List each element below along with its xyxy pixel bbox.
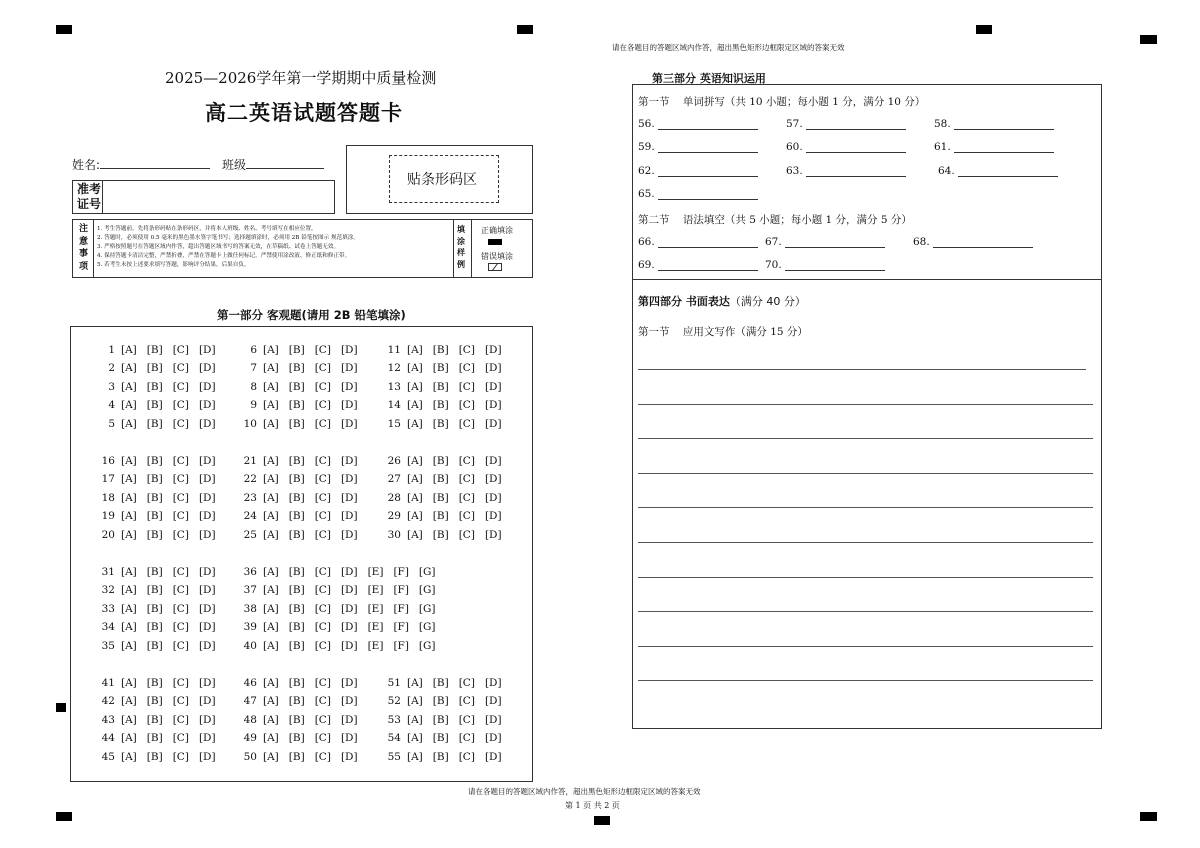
question-row [93,418,216,430]
name-label: 姓名: [72,158,101,172]
question-row [235,418,358,430]
question-number: 27 [387,473,401,486]
blank-number: 61. [934,141,951,153]
answer-options[interactable]: [A] [B] [C] [D] [407,380,502,393]
question-number: 35 [101,639,115,652]
answer-options[interactable]: [A] [B] [C] [D] [263,491,358,504]
notes-label-char: 注 [79,224,89,234]
question-number: 50 [243,750,257,763]
question-number: 15 [387,417,401,430]
answer-options[interactable]: [A] [B] [C] [D] [407,677,502,689]
blank-item [786,141,906,153]
blank-number: 56. [638,118,655,130]
blank-number: 63. [786,165,803,177]
question-row [379,455,502,467]
card-title: 高二英语试题答题卡 [205,100,403,125]
blank-item [913,236,1033,248]
answer-options[interactable]: [A] [B] [C] [D] [121,528,216,541]
answer-options[interactable]: [A] [B] [C] [D] [407,473,502,486]
question-row [379,399,502,411]
answer-options[interactable]: [A] [B] [C] [D] [121,417,216,430]
blank-item [638,141,758,153]
question-number: 51 [387,677,401,689]
blank-line[interactable] [658,141,758,153]
answer-options[interactable]: [A] [B] [C] [D] [121,455,216,467]
question-number: 55 [387,750,401,763]
question-number: 39 [243,621,257,634]
correct-fill-label: 正确填涂 [481,226,513,235]
answer-options[interactable]: [A] [B] [C] [D] [263,732,358,745]
question-row [235,714,358,726]
answer-options[interactable]: [A] [B] [C] [D] [407,510,502,523]
question-number: 11 [387,344,401,356]
question-row [235,695,358,707]
question-row [235,603,436,615]
answer-options[interactable]: [A] [B] [C] [D] [263,455,358,467]
question-number: 14 [387,399,401,412]
answer-options[interactable]: [A] [B] [C] [D] [121,750,216,763]
class-field[interactable] [246,168,324,169]
question-row [93,381,216,393]
notes-label-char: 项 [79,261,89,272]
question-number: 17 [101,473,115,486]
question-row [379,510,502,522]
blank-item [786,165,906,177]
sample-label-char: 涂 [457,236,465,246]
question-row [379,492,502,504]
question-number: 46 [243,677,257,689]
blank-number: 64. [938,165,955,177]
answer-options[interactable]: [A] [B] [C] [D] [121,584,216,597]
answer-options[interactable]: [A] [B] [C] [D] [121,732,216,745]
question-row [379,677,502,689]
question-row [93,714,216,726]
blank-number: 66. [638,236,655,248]
timing-mark [594,816,610,825]
part4-answer-area [632,279,1102,729]
writing-line[interactable] [638,404,1093,405]
blank-number: 59. [638,141,655,153]
answer-options[interactable]: [A] [B] [C] [D] [E] [F] [G] [263,602,436,615]
question-row [235,751,358,763]
question-number: 41 [101,677,115,689]
blank-number: 60. [786,141,803,153]
section2-title: 第二节 语法填空（共 5 小题；每小题 1 分，满分 5 分） [638,214,912,226]
question-number: 29 [387,510,401,523]
timing-mark [1140,812,1157,821]
question-number: 3 [108,380,115,393]
blank-number: 67. [765,236,782,248]
question-number: 4 [108,399,115,412]
question-number: 5 [108,417,115,430]
answer-options[interactable]: [A] [B] [C] [D] [121,473,216,486]
writing-line[interactable] [638,646,1093,647]
part4-title-score: （满分 40 分） [729,295,806,308]
blank-number: 57. [786,118,803,130]
blank-line[interactable] [658,236,758,248]
question-row [379,695,502,707]
question-number: 40 [243,639,257,652]
timing-mark [517,25,533,34]
page-number: 第 1 页 共 2 页 [565,801,620,810]
answer-options[interactable]: [A] [B] [C] [D] [263,528,358,541]
blank-line[interactable] [954,141,1054,153]
answer-options[interactable]: [A] [B] [C] [D] [121,399,216,412]
question-row [93,344,216,356]
blank-item [765,259,885,271]
question-row [235,621,436,633]
blank-number: 58. [934,118,951,130]
question-row [379,362,502,374]
question-number: 30 [387,528,401,541]
blank-item [638,236,758,248]
question-number: 19 [101,510,115,523]
blank-item [638,118,758,130]
question-row [93,510,216,522]
question-number: 36 [243,566,257,578]
blank-line[interactable] [785,236,885,248]
wrong-fill-label: 错误填涂 [481,252,513,261]
answer-options[interactable]: [A] [B] [C] [D] [121,510,216,523]
blank-item [786,118,906,130]
answer-options[interactable]: [A] [B] [C] [D] [263,510,358,523]
answer-options[interactable]: [A] [B] [C] [D] [263,677,358,689]
question-row [235,399,358,411]
timing-mark [1140,35,1157,44]
question-row [235,677,358,689]
question-row [93,677,216,689]
answer-options[interactable]: [A] [B] [C] [D] [E] [F] [G] [263,566,436,578]
question-row [379,529,502,541]
blank-number: 68. [913,236,930,248]
blank-line[interactable] [933,236,1033,248]
blank-item [934,141,1054,153]
question-number: 42 [101,695,115,708]
answer-options[interactable]: [A] [B] [C] [D] [121,566,216,578]
question-row [235,584,436,596]
answer-options[interactable]: [A] [B] [C] [D] [263,344,358,356]
question-row [93,695,216,707]
exam-title: 2025—2026学年第一学期期中质量检测 [165,69,437,87]
admission-label-line2: 证号 [77,197,102,211]
question-number: 52 [387,695,401,708]
class-label: 班级 [222,158,247,172]
question-number: 48 [243,713,257,726]
writing-line[interactable] [638,507,1093,508]
sample-label-char: 填 [457,225,465,234]
part3-title: 第三部分 英语知识运用 [652,72,766,85]
answer-options[interactable]: [A] [B] [C] [D] [121,602,216,615]
blank-item [638,188,758,200]
question-number: 28 [387,491,401,504]
answer-options[interactable]: [A] [B] [C] [D] [121,362,216,375]
answer-options[interactable]: [A] [B] [C] [D] [263,713,358,726]
section1-title: 第一节 单词拼写（共 10 小题；每小题 1 分，满分 10 分） [638,96,926,108]
timing-mark [56,703,66,712]
timing-mark [56,812,72,821]
question-number: 47 [243,695,257,708]
answer-options[interactable]: [A] [B] [C] [D] [407,399,502,412]
question-row [379,732,502,744]
sample-label-char: 样 [457,248,465,257]
question-row [379,714,502,726]
blank-item [934,118,1054,130]
sample-label [457,224,465,270]
question-row [379,344,502,356]
question-number: 43 [101,713,115,726]
part1-answer-area [70,326,533,782]
answer-options[interactable]: [A] [B] [C] [D] [263,380,358,393]
question-number: 24 [243,510,257,523]
question-number: 10 [243,417,257,430]
question-row [235,732,358,744]
question-number: 33 [101,602,115,615]
blank-line[interactable] [958,165,1058,177]
divider [453,220,454,277]
note-item: 2. 答题时，必须使用 0.5 毫米的黑色墨水签字笔书写；选择题填涂时，必须用 2B 铅笔按图示 规范填涂。 [97,235,359,241]
answer-options[interactable]: [A] [B] [C] [D] [407,417,502,430]
writing-line[interactable] [638,611,1093,612]
question-row [93,455,216,467]
note-item: 4. 保持答题卡清洁完整，严禁折叠，严禁在答题卡上做任何标记，严禁使用涂改液、修正纸和修正带。 [97,253,351,259]
writing-line[interactable] [638,680,1093,681]
blank-item [638,259,758,271]
blank-line[interactable] [806,118,906,130]
answer-options[interactable]: [A] [B] [C] [D] [407,713,502,726]
notes-label-char: 意 [79,236,89,247]
answer-options[interactable]: [A] [B] [C] [D] [E] [F] [G] [263,639,436,652]
admission-label-line1: 准考 [77,182,102,196]
question-row [93,621,216,633]
answer-options[interactable]: [A] [B] [C] [D] [407,491,502,504]
blank-line[interactable] [806,165,906,177]
barcode-label: 贴条形码区 [407,172,477,188]
admission-label [77,182,101,212]
question-row [235,455,358,467]
answer-options[interactable]: [A] [B] [C] [D] [263,362,358,375]
question-row [235,381,358,393]
question-row [235,566,436,578]
answer-options[interactable]: [A] [B] [C] [D] [407,695,502,708]
question-number: 2 [108,362,115,375]
question-number: 20 [101,528,115,541]
timing-mark [56,25,72,34]
notes-label [79,223,88,273]
question-row [379,473,502,485]
name-field[interactable] [100,168,210,169]
answer-options[interactable]: [A] [B] [C] [D] [121,491,216,504]
answer-options[interactable]: [A] [B] [C] [D] [121,713,216,726]
question-row [93,399,216,411]
question-row [93,362,216,374]
blank-line[interactable] [658,259,758,271]
question-number: 23 [243,491,257,504]
blank-number: 69. [638,259,655,271]
blank-line[interactable] [658,118,758,130]
correct-fill-sample [488,239,502,245]
divider [93,220,94,277]
answer-options[interactable]: [A] [B] [C] [D] [121,344,216,356]
answer-options[interactable]: [A] [B] [C] [D] [407,750,502,763]
answer-options[interactable]: [A] [B] [C] [D] [121,380,216,393]
question-number: 16 [101,455,115,467]
blank-item [938,165,1058,177]
question-row [93,584,216,596]
answer-options[interactable]: [A] [B] [C] [D] [263,750,358,763]
question-row [379,751,502,763]
blank-line[interactable] [785,259,885,271]
writing-line[interactable] [638,438,1093,439]
answer-options[interactable]: [A] [B] [C] [D] [263,399,358,412]
part4-title-main: 第四部分 书面表达 [638,295,730,308]
question-row [235,344,358,356]
question-row [93,566,216,578]
question-number: 18 [101,491,115,504]
blank-item [765,236,885,248]
question-row [93,640,216,652]
answer-options[interactable]: [A] [B] [C] [D] [121,639,216,652]
question-row [235,473,358,485]
question-row [93,603,216,615]
bottom-notice: 请在各题目的答题区域内作答，超出黑色矩形边框限定区域的答案无效 [468,787,701,796]
question-number: 7 [250,362,257,375]
question-row [93,529,216,541]
question-number: 12 [387,362,401,375]
question-number: 32 [101,584,115,597]
question-number: 31 [101,566,115,578]
question-row [235,362,358,374]
question-row [235,529,358,541]
question-number: 13 [387,380,401,393]
part3-answer-area [632,84,1102,280]
question-row [379,418,502,430]
wrong-fill-sample [488,263,502,271]
question-row [93,732,216,744]
answer-options[interactable]: [A] [B] [C] [D] [E] [F] [G] [263,584,436,597]
barcode-area [346,145,533,214]
blank-item [638,165,758,177]
answer-options[interactable]: [A] [B] [C] [D] [121,677,216,689]
question-number: 45 [101,750,115,763]
blank-line[interactable] [806,141,906,153]
writing-line[interactable] [638,473,1093,474]
question-number: 21 [243,455,257,467]
notes-label-char: 事 [79,249,89,259]
part4-title [638,293,806,309]
question-number: 22 [243,473,257,486]
writing-line[interactable] [638,369,1086,370]
timing-mark [976,25,992,34]
answer-options[interactable]: [A] [B] [C] [D] [407,455,502,467]
question-number: 38 [243,602,257,615]
answer-options[interactable]: [A] [B] [C] [D] [407,528,502,541]
question-number: 44 [101,732,115,745]
answer-options[interactable]: [A] [B] [C] [D] [E] [F] [G] [263,621,436,634]
divider [471,220,472,277]
answer-options[interactable]: [A] [B] [C] [D] [121,695,216,708]
question-number: 54 [387,732,401,745]
notes-box [72,219,533,278]
blank-number: 65. [638,188,655,200]
answer-options[interactable]: [A] [B] [C] [D] [407,732,502,745]
writing-section-title: 第一节 应用文写作（满分 15 分） [638,326,808,338]
question-number: 9 [250,399,257,412]
answer-options[interactable]: [A] [B] [C] [D] [407,362,502,375]
question-number: 26 [387,455,401,467]
question-number: 8 [250,380,257,393]
note-item: 3. 严格按照题号在答题区域内作答，超出答题区域书写的答案无效，在草稿纸、试卷上答题无效。 [97,244,340,250]
blank-number: 70. [765,259,782,271]
question-number: 1 [108,344,115,356]
question-row [235,510,358,522]
question-number: 37 [243,584,257,597]
admission-number-box[interactable] [72,180,335,214]
question-number: 34 [101,621,115,634]
answer-options[interactable]: [A] [B] [C] [D] [263,417,358,430]
question-number: 6 [250,344,257,356]
blank-line[interactable] [954,118,1054,130]
answer-options[interactable]: [A] [B] [C] [D] [407,344,502,356]
question-row [93,751,216,763]
answer-options[interactable]: [A] [B] [C] [D] [263,695,358,708]
notes-list [97,225,359,270]
question-number: 25 [243,528,257,541]
barcode-sticker-zone [389,155,499,203]
question-number: 53 [387,713,401,726]
question-number: 49 [243,732,257,745]
question-row [235,492,358,504]
question-row [93,473,216,485]
part1-title: 第一部分 客观题(请用 2B 铅笔填涂) [217,308,406,322]
divider [102,181,103,213]
question-row [235,640,436,652]
answer-options[interactable]: [A] [B] [C] [D] [263,473,358,486]
writing-line[interactable] [638,542,1093,543]
blank-line[interactable] [658,165,758,177]
writing-line[interactable] [638,577,1093,578]
question-row [93,492,216,504]
question-row [379,381,502,393]
blank-number: 62. [638,165,655,177]
blank-line[interactable] [658,188,758,200]
sample-label-char: 例 [457,259,465,269]
note-item: 1. 考生答题前，先将条形码贴在条形码区，并将本人班级、姓名、考号填写在相应位置。 [97,226,317,232]
top-notice: 请在各题目的答题区域内作答，超出黑色矩形边框限定区域的答案无效 [612,43,845,52]
note-item: 5. 若考生未按上述要求填写答题，影响评分结果，后果自负。 [97,262,250,268]
answer-options[interactable]: [A] [B] [C] [D] [121,621,216,634]
